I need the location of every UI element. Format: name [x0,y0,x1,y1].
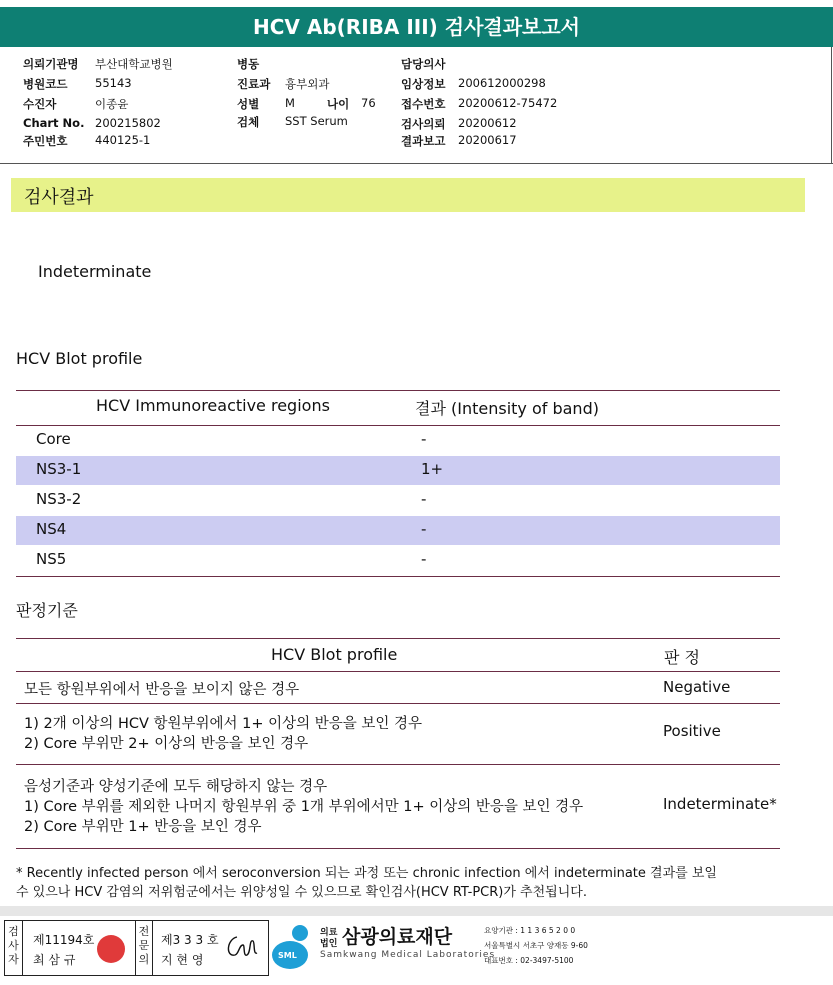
label-hospital-code: 병원코드 [23,77,68,91]
value-sex: M [285,96,295,110]
col-header-result: 결과 (Intensity of band) [415,399,599,418]
value-specimen: SST Serum [285,114,348,128]
result-ns4: - [421,520,427,538]
judge-positive: Positive [663,722,721,740]
region-ns5: NS5 [36,550,67,568]
result-ns5: - [421,550,427,568]
row-highlight [16,456,780,485]
label-request-date: 검사의뢰 [401,117,446,131]
table-rule [16,764,780,765]
signer1-label: 검사자 [5,921,23,975]
criteria-negative-line: 모든 항원부위에서 반응을 보이지 않은 경우 [24,682,300,698]
label-receipt-no: 접수번호 [401,97,446,111]
org-line2: 서울특별시 서초구 양재동 9-60 [484,941,588,950]
label-report-date: 결과보고 [401,134,446,148]
org-name: 삼광의료재단 [342,926,453,948]
blot-title: HCV Blot profile [16,349,143,368]
table-rule [16,638,780,639]
region-ns3-2: NS3-2 [36,490,82,508]
row-highlight [16,516,780,545]
footer-strip [0,906,833,916]
org-english: Samkwang Medical Laboratories [320,950,496,960]
value-receipt-no: 20200612-75472 [458,96,558,110]
judge-negative: Negative [663,678,731,696]
signature-icon [223,931,263,965]
label-patient: 수진자 [23,97,57,111]
logo-text: SML [278,951,297,960]
criteria-indeterminate-line: 음성기준과 양성기준에 모두 해당하지 않는 경우 [24,779,328,795]
footnote-line: * Recently infected person 에서 seroconversion 되는 과정 또는 chronic infection 에서 indeterminate 결과를 보일 [16,866,717,881]
label-doctor: 담당의사 [401,57,446,71]
org-prefix-top: 의료 [320,928,338,938]
table-rule [16,425,780,426]
result-value: Indeterminate [38,262,152,281]
signer1-name: 최 삼 규 [33,953,76,967]
org-line1: 요양기관 : 1 1 3 6 5 2 0 0 [484,926,576,935]
value-report-date: 20200617 [458,133,517,147]
criteria-positive-line: 1) 2개 이상의 HCV 항원부위에서 1+ 이상의 반응을 보인 경우 [24,716,423,732]
signature-box [4,920,269,976]
table-rule [16,576,780,577]
value-request-date: 20200612 [458,116,517,130]
section-band [11,178,805,212]
criteria-title: 판정기준 [16,601,78,620]
header-right-border [831,47,832,164]
label-sex: 성별 [237,97,260,111]
signer2-label: 전문의 [135,921,153,975]
value-chart-no: 200215802 [95,116,161,130]
col-header-region: HCV Immunoreactive regions [96,396,330,415]
judge-indeterminate: Indeterminate* [663,795,777,813]
signer2-number: 제3 3 3 호 [161,933,219,947]
label-ward: 병동 [237,57,260,71]
table-rule [16,390,780,391]
signer1-number: 제11194호 [33,933,95,947]
region-core: Core [36,430,71,448]
result-core: - [421,430,427,448]
footnote [16,864,786,902]
value-hospital-code: 55143 [95,76,132,90]
label-clinical-info: 임상정보 [401,77,446,91]
region-ns3-1: NS3-1 [36,460,82,478]
label-age: 나이 [327,97,350,111]
value-institution: 부산대학교병원 [95,57,173,71]
result-ns3-1: 1+ [421,460,444,478]
value-clinical-info: 200612000298 [458,76,546,90]
table-rule [16,848,780,849]
table-rule [16,703,780,704]
footnote-line: 수 있으나 HCV 감염의 저위험군에서는 위양성일 수 있으므로 확인검사(HCV RT-PCR)가 추천됩니다. [16,885,587,900]
label-department: 진료과 [237,77,271,91]
region-ns4: NS4 [36,520,67,538]
seal-icon [97,935,125,963]
org-line3: 대표번호 : 02-3497-5100 [484,956,574,965]
section-title: 검사결과 [24,187,94,208]
sml-logo-icon [270,921,320,971]
label-institution: 의뢰기관명 [23,57,79,71]
signer2-name: 지 현 영 [161,953,204,967]
org-prefix-bottom: 법인 [320,939,338,949]
criteria-col-judge: 판 정 [664,648,700,667]
label-resident-no: 주민번호 [23,134,68,148]
value-patient: 이종윤 [95,97,129,111]
criteria-positive-line: 2) Core 부위만 2+ 이상의 반응을 보인 경우 [24,736,309,752]
criteria-indeterminate-line: 2) Core 부위만 1+ 반응을 보인 경우 [24,819,262,835]
criteria-indeterminate-line: 1) Core 부위를 제외한 나머지 항원부위 중 1개 부위에서만 1+ 이상의 반응을 보인 경우 [24,799,584,815]
criteria-col-profile: HCV Blot profile [271,645,398,664]
table-rule [16,671,780,672]
result-ns3-2: - [421,490,427,508]
report-title: HCV Ab(RIBA III) 검사결과보고서 [0,7,833,47]
label-specimen: 검체 [237,115,260,129]
value-department: 흉부외과 [285,77,330,91]
label-chart-no: Chart No. [23,116,85,130]
header-divider [0,163,833,164]
value-resident-no: 440125-1 [95,133,151,147]
value-age: 76 [361,96,376,110]
